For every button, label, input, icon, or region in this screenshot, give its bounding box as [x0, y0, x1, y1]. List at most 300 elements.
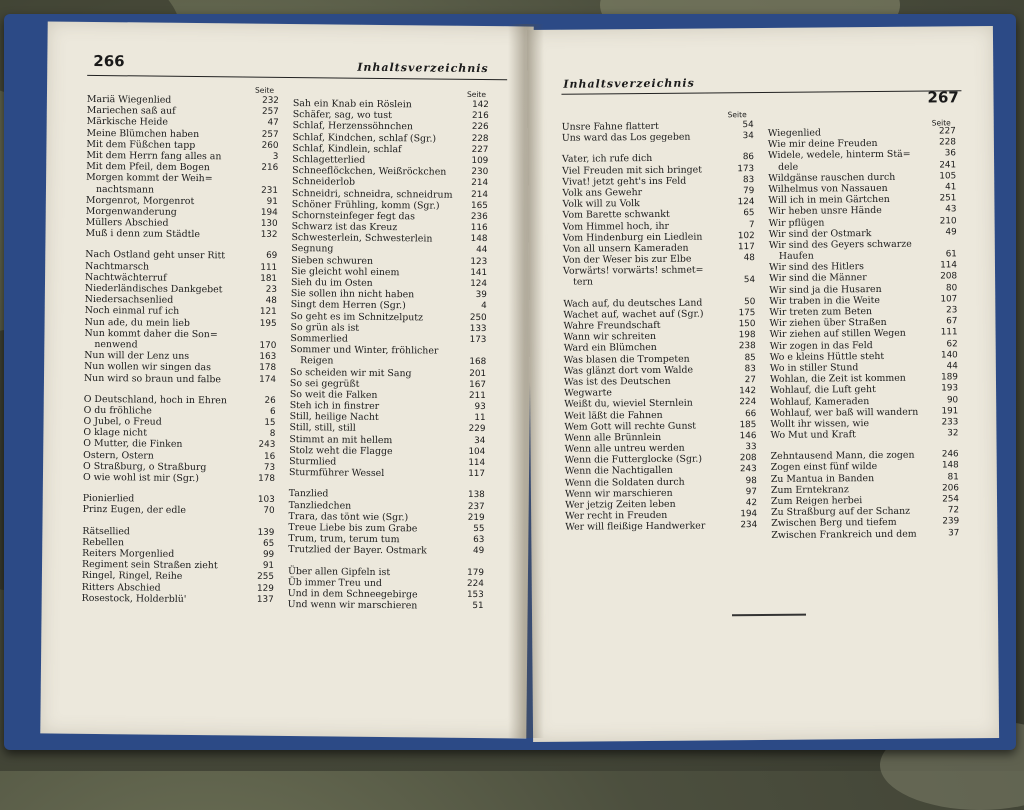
- entry-title: Segnung: [291, 243, 334, 255]
- entry-page-number: 117: [737, 241, 755, 253]
- entry-page-number: 133: [469, 323, 487, 334]
- entry-page-number: 191: [941, 405, 959, 417]
- entry-title: Zehntausend Mann, die zogen: [770, 449, 915, 463]
- index-column: [768, 126, 960, 540]
- index-entry: [289, 467, 485, 480]
- index-column: [82, 94, 279, 606]
- entry-page-number: 142: [472, 99, 489, 111]
- entry-title: Noch einmal ruf ich: [84, 305, 180, 318]
- entry-page-number: 81: [947, 471, 959, 483]
- entry-page-number: 7: [748, 219, 755, 230]
- index-column: [288, 98, 489, 612]
- entry-page-number: 49: [472, 546, 485, 557]
- entry-page-number: 114: [468, 457, 486, 469]
- entry-page-number: 33: [745, 442, 757, 453]
- entry-page-number: 83: [742, 174, 755, 185]
- entry-page-number: 173: [469, 334, 487, 346]
- index-entry: [565, 520, 757, 533]
- entry-title: Wenn wir marschieren: [564, 487, 673, 500]
- entry-page-number: 117: [468, 469, 486, 480]
- entry-title: Wilhelmus von Nassauen: [768, 182, 888, 195]
- entry-page-number: 216: [471, 111, 489, 122]
- entry-page-number: 26: [264, 395, 276, 406]
- entry-title: Steh ich in finstrer: [289, 400, 380, 413]
- entry-page-number: 34: [474, 435, 486, 446]
- entry-title: nachtsmann: [95, 183, 155, 196]
- entry-page-number: 163: [259, 351, 277, 363]
- index-entry: [84, 372, 276, 385]
- entry-title: So scheiden wir mit Sang: [290, 366, 412, 379]
- entry-page-number: 194: [260, 207, 278, 218]
- entry-page-number: 90: [946, 394, 959, 405]
- entry-title: Schneidri, schneidra, schneidrum: [291, 187, 453, 201]
- entry-page-number: 67: [946, 316, 958, 327]
- entry-page-number: 219: [467, 512, 485, 523]
- entry-page-number: 255: [257, 572, 274, 583]
- entry-page-number: 114: [940, 260, 958, 271]
- entry-page-number: 65: [263, 538, 275, 549]
- entry-page-number: 260: [261, 140, 279, 151]
- entry-page-number: 142: [739, 386, 757, 397]
- seite-label: Seite: [727, 110, 747, 120]
- entry-title: Wachet auf, wachet auf (Sgr.): [563, 308, 704, 321]
- entry-title: Wohlauf, Kameraden: [770, 395, 870, 408]
- entry-page-number: 129: [256, 583, 274, 594]
- entry-page-number: 11: [474, 413, 486, 424]
- entry-page-number: 241: [939, 159, 957, 171]
- entry-page-number: 91: [262, 560, 275, 571]
- entry-page-number: 34: [742, 131, 754, 142]
- entry-title: Üb immer Treu und: [287, 576, 382, 589]
- entry-title: Wegwarte: [564, 387, 612, 399]
- entry-title: Nun wird so braun und falbe: [83, 372, 222, 385]
- left-page: [40, 21, 533, 738]
- entry-title: Wenn die Nachtigallen: [564, 465, 673, 478]
- entry-page-number: 99: [262, 549, 275, 560]
- entry-page-number: 70: [263, 506, 275, 517]
- entry-title: Zwischen Berg und tiefem: [771, 517, 897, 530]
- entry-title: Zogen einst fünf wilde: [770, 461, 878, 474]
- entry-page-number: 8: [269, 429, 276, 440]
- entry-page-number: 178: [259, 363, 277, 374]
- entry-title: Ostern, Ostern: [83, 449, 154, 462]
- entry-page-number: 16: [263, 451, 276, 462]
- entry-title: Wer jetzig Zeiten leben: [565, 498, 676, 511]
- seite-label: Seite: [466, 89, 487, 100]
- entry-title: Stolz weht die Flagge: [289, 444, 393, 457]
- entry-title: O Straßburg, o Straßburg: [83, 460, 207, 473]
- entry-title: Sommerlied: [290, 332, 348, 345]
- entry-title: Rätsellied: [82, 525, 131, 537]
- entry-title: Schornsteinfeger fegt das: [291, 209, 416, 223]
- entry-title: Sieben schwuren: [291, 254, 374, 267]
- entry-page-number: 178: [258, 473, 276, 484]
- entry-title: Nachtwächterruf: [85, 271, 167, 284]
- entry-page-number: 208: [739, 453, 757, 464]
- entry-title: Nun wollen wir singen das: [84, 361, 211, 374]
- entry-title: Wohlauf, die Luft geht: [770, 384, 876, 397]
- entry-title: tern: [573, 276, 593, 289]
- entry-page-number: 251: [939, 193, 957, 204]
- entry-title: Reiters Morgenlied: [82, 547, 175, 560]
- entry-title: Morgen kommt der Weih=: [86, 172, 213, 185]
- entry-page-number: 140: [940, 350, 958, 361]
- entry-title: Und in dem Schneegebirge: [287, 587, 418, 601]
- entry-page-number: 195: [259, 318, 277, 329]
- entry-title: Zum Erntekranz: [770, 484, 849, 496]
- entry-title: So weit die Falken: [289, 388, 378, 401]
- entry-title: Sturmlied: [289, 456, 337, 468]
- entry-title: Schwarz ist das Kreuz: [291, 221, 398, 234]
- entry-page-number: 198: [738, 330, 756, 341]
- entry-title: Morgenwanderung: [85, 205, 177, 218]
- entry-page-number: 72: [947, 505, 960, 516]
- entry-page-number: 254: [942, 494, 960, 505]
- entry-title: Sah ein Knab ein Röslein: [292, 98, 412, 111]
- entry-page-number: 102: [737, 230, 755, 241]
- index-entry: [562, 131, 754, 144]
- entry-page-number: 79: [743, 186, 755, 197]
- index-entry: [563, 276, 755, 289]
- entry-page-number: 246: [941, 449, 959, 460]
- entry-page-number: 48: [265, 295, 277, 307]
- entry-page-number: 44: [476, 245, 488, 256]
- entry-page-number: 138: [467, 490, 485, 501]
- entry-page-number: 51: [472, 601, 484, 612]
- entry-page-number: 257: [261, 106, 279, 118]
- entry-title: Und wenn wir marschieren: [287, 599, 418, 612]
- entry-page-number: 111: [940, 327, 958, 338]
- index-entry: [771, 528, 959, 541]
- entry-title: Unsre Fahne flattert: [561, 120, 659, 133]
- entry-page-number: 61: [945, 249, 957, 260]
- entry-page-number: 104: [468, 446, 486, 457]
- entry-page-number: 98: [745, 475, 757, 486]
- entry-page-number: 15: [264, 417, 276, 428]
- entry-title: Vom Himmel hoch, ihr: [562, 220, 670, 233]
- entry-page-number: 181: [260, 273, 278, 284]
- entry-page-number: 83: [744, 363, 756, 374]
- entry-title: Schlaf, Kindchen, schlaf (Sgr.): [292, 131, 437, 145]
- entry-title: Wohlauf, wer baß will wandern: [770, 406, 919, 419]
- entry-title: Was ist des Deutschen: [563, 375, 671, 388]
- entry-page-number: 193: [941, 383, 959, 394]
- entry-page-number: 43: [945, 204, 957, 215]
- entry-page-number: 148: [470, 234, 488, 245]
- entry-title: Sie sollen ihn nicht haben: [290, 288, 415, 301]
- entry-page-number: 49: [945, 226, 957, 238]
- entry-title: Tanzlied: [288, 488, 329, 500]
- entry-title: Nun will der Lenz uns: [84, 350, 190, 363]
- entry-page-number: 227: [471, 144, 489, 155]
- entry-page-number: 257: [261, 129, 279, 140]
- entry-page-number: 170: [259, 340, 277, 351]
- entry-title: Uns ward das Los gegeben: [561, 131, 691, 144]
- entry-title: Nachtmarsch: [85, 260, 150, 273]
- entry-title: nenwend: [94, 338, 138, 351]
- page-header: Inhaltsverzeichnis: [357, 60, 489, 76]
- entry-page-number: 69: [266, 251, 278, 262]
- entry-title: Zu Straßburg auf der Schanz: [771, 505, 911, 519]
- entry-page-number: 175: [738, 307, 756, 319]
- entry-title: Mariä Wiegenlied: [86, 93, 172, 106]
- right-page: [527, 26, 999, 742]
- entry-page-number: 123: [470, 256, 488, 267]
- entry-title: Meine Blümchen haben: [86, 127, 200, 140]
- entry-page-number: 229: [468, 424, 486, 435]
- index-column: [562, 120, 758, 533]
- entry-page-number: 85: [744, 352, 756, 363]
- entry-title: Schäfer, sag, wo tust: [292, 109, 392, 122]
- entry-title: Wahre Freundschaft: [563, 319, 661, 332]
- entry-title: Niederländisches Dankgebet: [84, 282, 223, 296]
- entry-title: O du fröhliche: [83, 404, 152, 417]
- entry-title: Mit dem Pfeil, dem Bogen: [86, 161, 210, 174]
- entry-title: Wenn alle Brünnlein: [564, 431, 662, 444]
- entry-page-number: 93: [474, 402, 486, 413]
- entry-title: dele: [778, 161, 799, 173]
- entry-page-number: 238: [738, 341, 756, 352]
- entry-page-number: 97: [745, 486, 757, 497]
- entry-title: Haufen: [778, 250, 814, 262]
- entry-title: Sie gleicht wohl einem: [291, 265, 400, 278]
- entry-title: Wir sind die Männer: [769, 272, 867, 285]
- entry-title: Still, heilige Nacht: [289, 411, 379, 424]
- entry-page-number: 91: [266, 196, 278, 207]
- entry-page-number: 23: [946, 305, 958, 316]
- entry-page-number: 165: [470, 200, 488, 211]
- index-entry: [770, 428, 958, 441]
- entry-title: Trutzlied der Bayer. Ostmark: [288, 544, 427, 557]
- entry-title: Wem Gott will rechte Gunst: [564, 420, 697, 433]
- entry-page-number: 210: [939, 215, 957, 226]
- entry-title: O Jubel, o Freud: [83, 415, 162, 428]
- entry-page-number: 37: [948, 527, 960, 538]
- entry-page-number: 4: [481, 301, 487, 312]
- entry-page-number: 141: [470, 267, 488, 278]
- entry-title: Singt dem Herren (Sgr.): [290, 299, 406, 312]
- entry-title: O Deutschland, hoch in Ehren: [83, 393, 227, 407]
- entry-page-number: 50: [744, 296, 756, 307]
- entry-page-number: 148: [941, 460, 959, 471]
- entry-title: Sieh du im Osten: [290, 277, 373, 289]
- entry-title: Wir sind ja die Husaren: [769, 283, 882, 296]
- entry-page-number: 124: [737, 197, 755, 208]
- entry-page-number: 227: [938, 126, 956, 137]
- entry-title: Mariechen saß auf: [86, 105, 176, 118]
- entry-page-number: 228: [939, 137, 956, 148]
- entry-title: Zu Mantua in Banden: [770, 472, 875, 485]
- page-number: 267: [927, 88, 959, 107]
- index-entry: [288, 544, 484, 557]
- entry-title: Schneeflöckchen, Weißröckchen: [292, 165, 447, 178]
- entry-page-number: 48: [743, 253, 755, 264]
- entry-page-number: 173: [737, 163, 755, 174]
- page-header: Inhaltsverzeichnis: [563, 76, 695, 91]
- entry-title: Wie mir deine Freuden: [767, 138, 878, 151]
- entry-page-number: 214: [471, 189, 489, 200]
- entry-page-number: 139: [257, 527, 275, 538]
- entry-page-number: 63: [473, 535, 485, 546]
- entry-page-number: 179: [467, 567, 485, 578]
- entry-page-number: 236: [470, 211, 488, 222]
- entry-page-number: 103: [257, 494, 275, 506]
- entry-page-number: 153: [466, 589, 484, 600]
- entry-page-number: 107: [940, 294, 958, 305]
- entry-title: Wir sind des Hitlers: [768, 261, 864, 274]
- entry-page-number: 32: [947, 428, 959, 439]
- entry-title: Weit läßt die Fahnen: [564, 409, 663, 422]
- entry-title: Über allen Gipfeln ist: [287, 565, 391, 578]
- index-entry: [83, 504, 275, 517]
- entry-title: Weißt du, wieviel Sternlein: [564, 397, 693, 411]
- entry-title: Von all unsern Kameraden: [562, 242, 689, 255]
- entry-page-number: 105: [939, 171, 957, 182]
- entry-page-number: 150: [738, 319, 756, 330]
- entry-title: Wir zogen in das Feld: [769, 339, 873, 352]
- entry-title: Wohlan, die Zeit ist kommen: [769, 372, 906, 386]
- entry-title: Trara, das tönt wie (Sgr.): [288, 510, 409, 524]
- entry-title: Rosestock, Holderblü': [81, 592, 187, 605]
- entry-page-number: 39: [475, 290, 487, 301]
- entry-title: Vorwärts! vorwärts! schmet=: [562, 264, 704, 277]
- entry-page-number: 36: [944, 148, 957, 159]
- entry-page-number: 226: [471, 122, 489, 133]
- entry-title: Wir treten zum Beten: [769, 306, 873, 318]
- entry-page-number: 66: [745, 408, 757, 419]
- entry-title: Vom Hindenburg ein Liedlein: [562, 231, 703, 244]
- entry-title: Wach auf, du deutsches Land: [563, 297, 703, 310]
- entry-title: Wiegenlied: [767, 127, 822, 139]
- entry-title: Volk will zu Volk: [562, 198, 640, 210]
- entry-title: Pionierlied: [82, 493, 135, 505]
- entry-title: Reigen: [300, 355, 334, 367]
- entry-title: Schöner Frühling, komm (Sgr.): [291, 198, 440, 212]
- entry-title: Volk ans Gewehr: [562, 186, 643, 199]
- entry-page-number: 168: [469, 357, 487, 368]
- header-rule: [87, 75, 507, 80]
- entry-page-number: 250: [469, 312, 487, 323]
- entry-page-number: 41: [945, 182, 957, 193]
- entry-page-number: 239: [942, 516, 960, 527]
- entry-page-number: 185: [739, 419, 757, 430]
- entry-title: Wann wir schreiten: [563, 331, 657, 343]
- entry-page-number: 132: [260, 229, 278, 241]
- entry-title: Schlaf, Kindlein, schlaf: [292, 142, 402, 155]
- entry-title: Tanzliedchen: [288, 499, 352, 512]
- entry-page-number: 62: [946, 338, 958, 349]
- entry-title: Treue Liebe bis zum Grabe: [288, 521, 418, 535]
- entry-page-number: 211: [468, 390, 486, 401]
- entry-title: Mit dem Füßchen tapp: [86, 138, 196, 151]
- entry-page-number: 233: [941, 417, 959, 428]
- index-entry: [82, 593, 274, 606]
- entry-page-number: 231: [261, 185, 279, 196]
- entry-title: Schlaf, Herzenssöhnchen: [292, 120, 414, 133]
- entry-title: Vom Barette schwankt: [562, 209, 670, 222]
- entry-title: Wir ziehen über Straßen: [769, 317, 887, 330]
- entry-page-number: 208: [940, 271, 958, 282]
- entry-page-number: 237: [467, 501, 485, 512]
- entry-title: Von der Weser bis zur Elbe: [562, 253, 692, 266]
- entry-page-number: 232: [262, 95, 279, 106]
- entry-title: Wir traben in die Weite: [769, 294, 880, 307]
- entry-page-number: 47: [267, 118, 279, 129]
- entry-page-number: 54: [743, 275, 756, 286]
- entry-page-number: 194: [740, 509, 758, 520]
- entry-title: Zwischen Frankreich und dem: [771, 528, 917, 541]
- entry-title: Wir pflügen: [768, 216, 825, 229]
- entry-title: Wenn die Futterglocke (Sgr.): [564, 453, 703, 466]
- entry-page-number: 206: [942, 483, 959, 494]
- entry-title: Wer recht in Freuden: [565, 510, 668, 522]
- end-rule: [732, 614, 806, 617]
- entry-title: So sei gegrüßt: [289, 377, 360, 390]
- entry-title: Wo e kleins Hüttle steht: [769, 350, 885, 363]
- entry-page-number: 137: [256, 594, 274, 605]
- entry-page-number: 243: [739, 464, 757, 475]
- index-entry: [83, 472, 275, 485]
- entry-title: Regiment sein Straßen zieht: [81, 558, 218, 572]
- entry-page-number: 146: [739, 430, 757, 442]
- entry-title: Wir ziehen auf stillen Wegen: [769, 328, 906, 341]
- entry-page-number: 121: [259, 307, 277, 318]
- entry-page-number: 116: [470, 222, 488, 234]
- entry-title: Wo Mut und Kraft: [770, 429, 856, 441]
- entry-page-number: 109: [471, 155, 489, 167]
- entry-page-number: 80: [945, 282, 958, 294]
- entry-title: Ringel, Ringel, Reihe: [81, 570, 183, 583]
- entry-page-number: 124: [470, 278, 488, 290]
- entry-title: O Mutter, die Finken: [83, 438, 183, 451]
- entry-title: Wollt ihr wissen, wie: [770, 417, 870, 430]
- entry-title: Ward ein Blümchen: [563, 342, 657, 355]
- entry-page-number: 224: [467, 578, 484, 589]
- entry-page-number: 73: [263, 462, 276, 473]
- entry-page-number: 214: [471, 178, 489, 189]
- seite-label: Seite: [254, 85, 275, 95]
- entry-title: Will ich in mein Gärtchen: [768, 194, 890, 207]
- entry-title: Vivat! jetzt geht's ins Feld: [562, 175, 687, 188]
- entry-title: Schlagetterlied: [292, 153, 366, 166]
- entry-page-number: 44: [946, 361, 958, 372]
- entry-page-number: 167: [469, 379, 487, 390]
- entry-page-number: 55: [473, 523, 485, 535]
- entry-page-number: 224: [739, 397, 757, 408]
- entry-title: So geht es im Schnitzelputz: [290, 310, 424, 323]
- entry-title: Rebellen: [82, 536, 125, 549]
- entry-page-number: 6: [270, 406, 276, 417]
- entry-page-number: 3: [272, 151, 279, 162]
- entry-page-number: 86: [742, 152, 755, 163]
- entry-page-number: 65: [743, 208, 755, 219]
- entry-title: Still, still, still: [289, 422, 356, 435]
- entry-title: Müllers Abschied: [85, 216, 169, 229]
- entry-title: Wir heben unsre Hände: [768, 205, 882, 218]
- entry-page-number: 234: [740, 520, 758, 531]
- entry-page-number: 189: [941, 372, 958, 383]
- entry-title: Wenn die Soldaten durch: [564, 476, 685, 489]
- entry-title: Sommer und Winter, fröhlicher: [290, 344, 439, 357]
- entry-title: Nun ade, du mein lieb: [84, 316, 191, 329]
- entry-title: Prinz Eugen, der edle: [82, 504, 186, 517]
- entry-page-number: 130: [260, 218, 278, 229]
- entry-title: Ritters Abschied: [81, 581, 161, 594]
- entry-title: Sturmführer Wessel: [288, 467, 385, 480]
- index-entry: [288, 599, 484, 612]
- entry-title: Morgenrot, Morgenrot: [85, 194, 195, 207]
- entry-title: Widele, wedele, hinterm Stä=: [767, 149, 911, 162]
